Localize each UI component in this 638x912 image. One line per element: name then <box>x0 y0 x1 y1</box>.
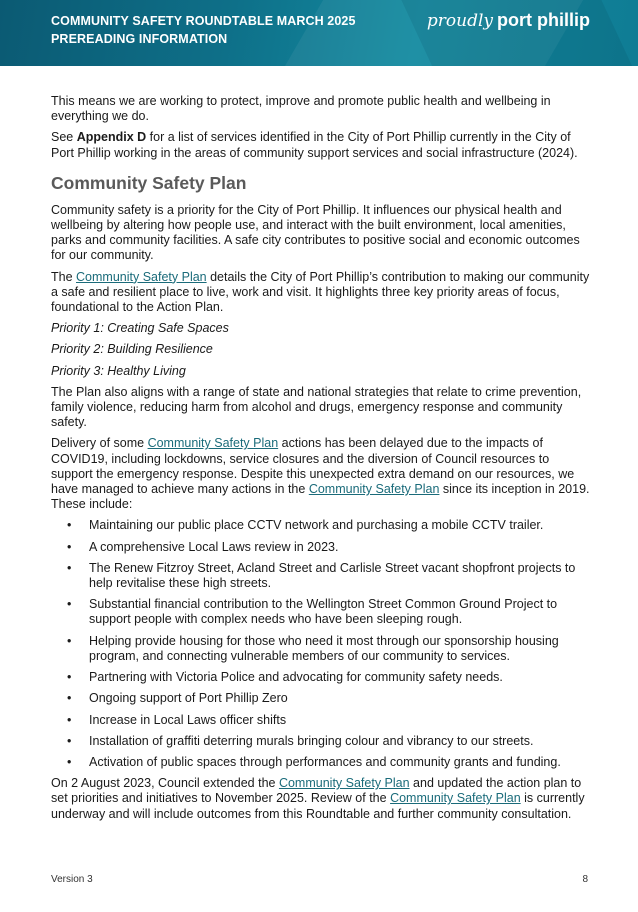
section-paragraph-1: Community safety is a priority for the City of Port Phillip. It influences our physical health and wellbeing by altering how people use, and interact with the built environment, local amenities, parks and community facilities. A safe city contributes to positive social and economic outcomes for our community. <box>51 202 580 263</box>
section-paragraph-4 <box>51 436 593 512</box>
list-item <box>51 518 593 533</box>
bullet-icon: • <box>67 670 72 685</box>
list-item <box>51 540 593 555</box>
priority-1: Priority 1: Creating Safe Spaces <box>51 321 229 336</box>
version-label: Version 3 <box>51 874 93 885</box>
text-run: The <box>51 269 77 284</box>
community-safety-plan-link[interactable]: Community Safety Plan <box>76 269 207 284</box>
page-number: 8 <box>582 874 588 885</box>
text-run: details the City of Port Phillip’s contribution to making our community a safe and resilient place to live, work and visit. It highlights three key priority areas of focus, foundational to the Action Plan. <box>51 269 590 315</box>
text-run: On 2 August 2023, Council extended the <box>51 776 279 791</box>
list-item <box>51 670 593 685</box>
list-item-text: Installation of graffiti deterring murals bringing colour and vibrancy to our streets. <box>89 733 534 748</box>
list-item <box>51 634 593 664</box>
priority-2: Priority 2: Building Resilience <box>51 342 213 357</box>
section-paragraph-3: The Plan also aligns with a range of state and national strategies that relate to crime prevention, family violence, reducing harm from alcohol and drugs, emergency response and community safety. <box>51 384 582 430</box>
logo-script-text: proudly <box>426 11 494 31</box>
community-safety-plan-link[interactable]: Community Safety Plan <box>147 436 279 451</box>
title-line-2: PREREADING INFORMATION <box>51 32 228 46</box>
priority-3: Priority 3: Healthy Living <box>51 363 186 378</box>
bullet-icon: • <box>67 733 72 748</box>
list-item <box>51 597 593 627</box>
community-safety-plan-link[interactable]: Community Safety Plan <box>390 791 521 806</box>
section-paragraph-5 <box>51 776 593 822</box>
bullet-icon: • <box>67 691 72 706</box>
section-heading: Community Safety Plan <box>51 172 247 193</box>
bullet-icon: • <box>67 754 72 769</box>
document-title <box>51 12 356 48</box>
text-run: for a list of services identified in the City of Port Phillip currently in the City of Port Phillip working in the areas of community support services and social infrastructure (2024). <box>51 130 578 160</box>
logo-main-text: port phillip <box>497 10 590 30</box>
list-item-text: Partnering with Victoria Police and advocating for community safety needs. <box>89 670 503 685</box>
list-item <box>51 713 593 728</box>
text-run: is currently underway and will include outcomes from this Roundtable and further community consultation. <box>51 791 585 821</box>
list-item-text: Increase in Local Laws officer shifts <box>89 712 287 727</box>
text-run: Delivery of some <box>51 436 148 451</box>
section-paragraph-2 <box>51 270 593 316</box>
list-item-text: Substantial financial contribution to the Wellington Street Common Ground Project to support people with complex needs who have been sleeping rough. <box>89 597 558 627</box>
list-item-text: The Renew Fitzroy Street, Acland Street and Carlisle Street vacant shopfront projects to help revitalise these high streets. <box>89 560 576 591</box>
list-item <box>51 561 593 591</box>
header-banner <box>0 0 638 66</box>
bullet-icon: • <box>67 539 72 554</box>
list-item-text: Ongoing support of Port Phillip Zero <box>89 691 288 706</box>
page-content <box>51 94 593 828</box>
list-item-text: A comprehensive Local Laws review in 2023. <box>89 539 339 554</box>
bullet-icon: • <box>67 518 72 533</box>
community-safety-plan-link[interactable]: Community Safety Plan <box>278 776 410 791</box>
appendix-paragraph <box>51 130 593 160</box>
list-item-text: Activation of public spaces through performances and community grants and funding. <box>89 754 561 769</box>
text-run: and updated the action plan to set priorities and initiatives to November 2025. Review of the <box>51 776 582 806</box>
bullet-icon: • <box>67 560 72 575</box>
list-item-text: Maintaining our public place CCTV network and purchasing a mobile CCTV trailer. <box>89 518 544 533</box>
bullet-icon: • <box>67 597 72 612</box>
text-run: actions has been delayed due to the impacts of COVID19, including lockdowns, service closures and the diversion of Council resources to support the emergency response. Despite this unexpected extra demand on our resources, we have managed to achieve many actions in the <box>51 436 575 497</box>
list-item <box>51 734 593 749</box>
title-line-1: COMMUNITY SAFETY ROUNDTABLE MARCH 2025 <box>51 14 356 28</box>
list-item <box>51 755 593 770</box>
community-safety-plan-link[interactable]: Community Safety Plan <box>308 482 440 497</box>
intro-paragraph: This means we are working to protect, improve and promote public health and wellbeing in everything we do. <box>51 94 551 124</box>
achievements-list <box>51 518 593 770</box>
list-item <box>51 691 593 706</box>
appendix-reference: Appendix D <box>76 130 147 145</box>
text-run: See <box>51 130 77 145</box>
text-run: since its inception in 2019. These include: <box>51 482 590 512</box>
port-phillip-logo <box>427 10 590 31</box>
list-item-text: Helping provide housing for those who need it most through our sponsorship housing program, and connecting vulnerable members of our community to services. <box>89 633 559 663</box>
bullet-icon: • <box>67 633 72 648</box>
bullet-icon: • <box>67 712 72 727</box>
